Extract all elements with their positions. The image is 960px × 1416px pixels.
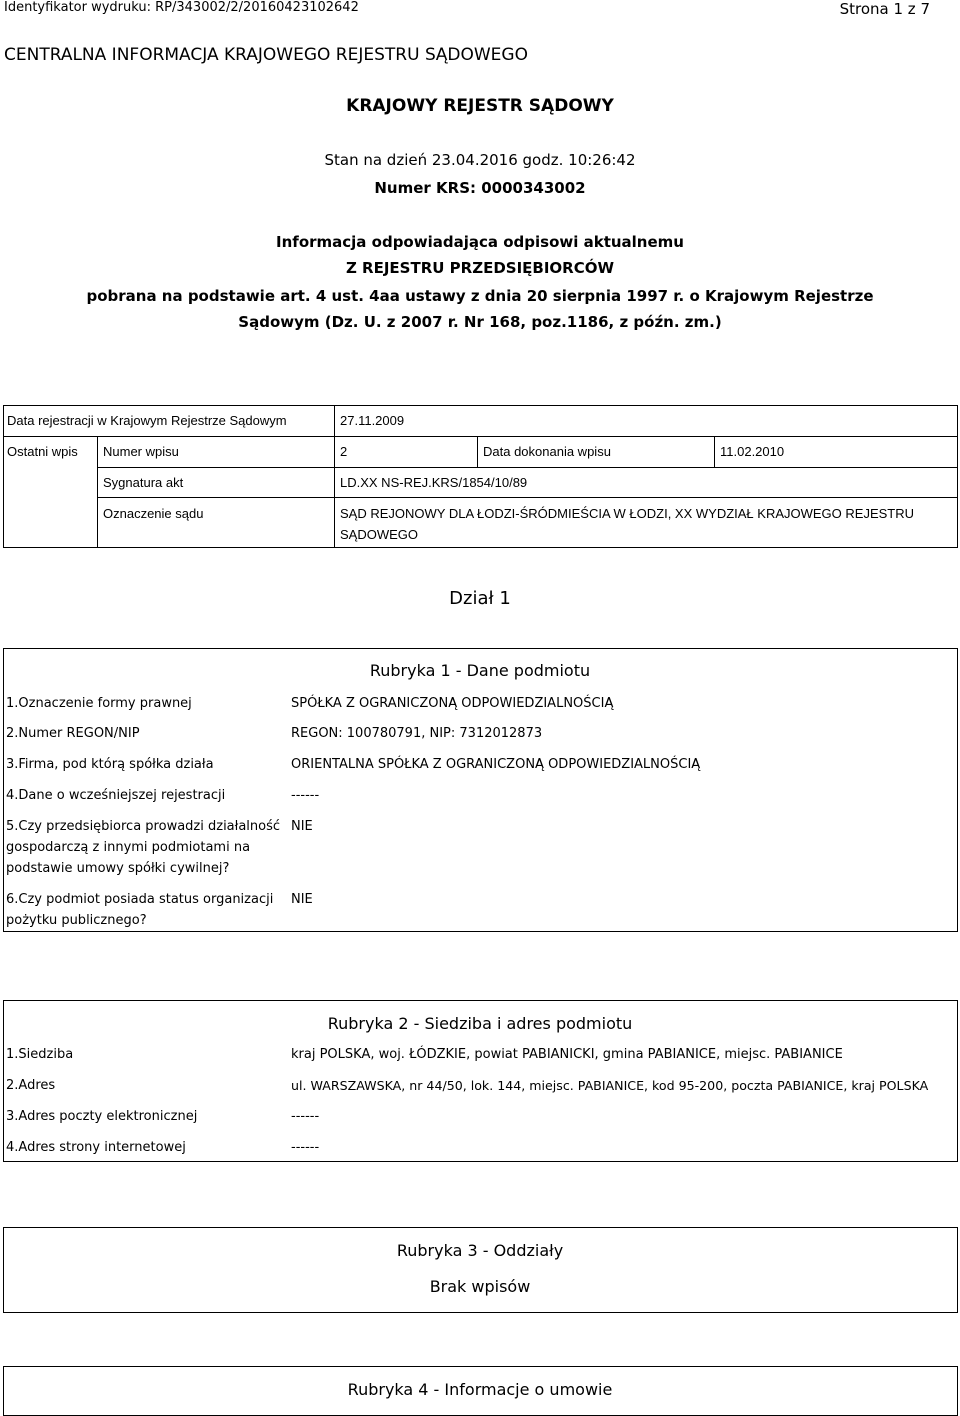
r2-value-1: kraj POLSKA, woj. ŁÓDZKIE, powiat PABIANICKI, gmina PABIANICE, miejsc. PABIANICE — [291, 1047, 843, 1062]
r2-label-3: 3.Adres poczty elektronicznej — [6, 1109, 198, 1124]
rubryka-1-title: Rubryka 1 - Dane podmiotu — [369, 661, 591, 680]
r1-value-2: REGON: 100780791, NIP: 7312012873 — [291, 726, 543, 741]
r1-value-4: ------ — [291, 788, 320, 803]
info-line-2: Z REJESTRU PRZEDSIĘBIORCÓW — [345, 259, 615, 277]
r2-value-3: ------ — [291, 1109, 320, 1124]
r1-value-5: NIE — [291, 819, 313, 834]
rubryka-3 — [3, 1227, 958, 1313]
court-label: Oznaczenie sądu — [103, 506, 204, 521]
rubryka-4-title: Rubryka 4 - Informacje o umowie — [347, 1380, 613, 1399]
r1-label-5-line-1: 5.Czy przedsiębiorca prowadzi działalność — [6, 819, 281, 834]
info-line-1: Informacja odpowiadająca odpisowi aktualnemu — [276, 233, 684, 251]
signature-label: Sygnatura akt — [103, 475, 184, 490]
reg-date-value: 27.11.2009 — [340, 413, 405, 428]
rubryka-3-title: Rubryka 3 - Oddziały — [396, 1241, 564, 1260]
r1-label-5-line-2: gospodarczą z innymi podmiotami na — [6, 840, 251, 855]
r1-label-3: 3.Firma, pod którą spółka działa — [6, 757, 214, 772]
print-identifier: Identyfikator wydruku: RP/343002/2/20160423102642 — [4, 0, 359, 15]
page-number: Strona 1 z 7 — [839, 0, 930, 18]
r2-label-1: 1.Siedziba — [6, 1047, 74, 1062]
r1-label-6-line-1: 6.Czy podmiot posiada status organizacji — [6, 892, 274, 907]
entry-date-label: Data dokonania wpisu — [483, 444, 611, 459]
rubryka-3-empty: Brak wpisów — [429, 1277, 531, 1296]
krs-number: Numer KRS: 0000343002 — [374, 179, 586, 197]
section-title: Dział 1 — [449, 588, 511, 609]
reg-date-label: Data rejestracji w Krajowym Rejestrze Sądowym — [7, 413, 287, 428]
r1-value-6: NIE — [291, 892, 313, 907]
r1-label-4: 4.Dane o wcześniejszej rejestracji — [6, 788, 226, 803]
entry-number-value: 2 — [340, 444, 348, 459]
last-entry-label: Ostatni wpis — [7, 444, 78, 459]
institution-title: CENTRALNA INFORMACJA KRAJOWEGO REJESTRU SĄDOWEGO — [4, 45, 528, 65]
registry-title: KRAJOWY REJESTR SĄDOWY — [346, 96, 614, 116]
rubryka-2-title: Rubryka 2 - Siedziba i adres podmiotu — [327, 1014, 633, 1033]
r2-label-2: 2.Adres — [6, 1078, 56, 1093]
entry-number-label: Numer wpisu — [103, 444, 179, 459]
signature-value: LD.XX NS-REJ.KRS/1854/10/89 — [340, 475, 528, 490]
entry-date-value: 11.02.2010 — [720, 444, 785, 459]
r1-value-3: ORIENTALNA SPÓŁKA Z OGRANICZONĄ ODPOWIEDZIALNOŚCIĄ — [291, 757, 701, 772]
r1-label-5-line-3: podstawie umowy spółki cywilnej? — [6, 861, 230, 876]
court-value-line-2: SĄDOWEGO — [340, 527, 419, 542]
court-value-line-1: SĄD REJONOWY DLA ŁODZI-ŚRÓDMIEŚCIA W ŁODZI, XX WYDZIAŁ KRAJOWEGO REJESTRU — [340, 506, 915, 521]
date-line: Stan na dzień 23.04.2016 godz. 10:26:42 — [324, 151, 636, 169]
r1-label-1: 1.Oznaczenie formy prawnej — [6, 696, 192, 711]
r2-value-2: ul. WARSZAWSKA, nr 44/50, lok. 144, miejsc. PABIANICE, kod 95-200, poczta PABIANICE, kraj POLSKA — [291, 1078, 929, 1093]
r2-value-4: ------ — [291, 1140, 320, 1155]
legal-basis-line-1: pobrana na podstawie art. 4 ust. 4aa ustawy z dnia 20 sierpnia 1997 r. o Krajowym Rejestrze — [86, 287, 874, 305]
r1-value-1: SPÓŁKA Z OGRANICZONĄ ODPOWIEDZIALNOŚCIĄ — [291, 696, 614, 711]
legal-basis-line-2: Sądowym (Dz. U. z 2007 r. Nr 168, poz.1186, z późn. zm.) — [238, 313, 722, 331]
r1-label-2: 2.Numer REGON/NIP — [6, 726, 140, 741]
r1-label-6-line-2: pożytku publicznego? — [6, 913, 147, 928]
r2-label-4: 4.Adres strony internetowej — [6, 1140, 186, 1155]
